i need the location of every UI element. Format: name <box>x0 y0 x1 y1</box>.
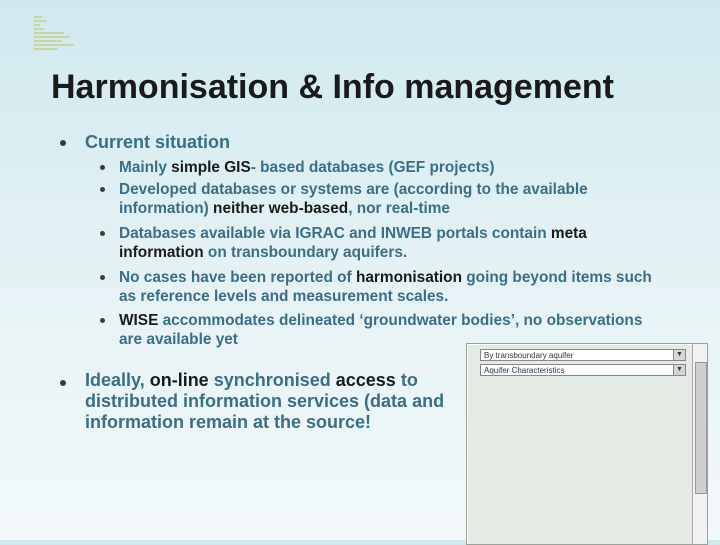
sub-bullet-item <box>119 180 659 218</box>
dropdown-aquifer-characteristics[interactable] <box>480 364 686 376</box>
text-run: synchronised <box>208 370 336 390</box>
sub-bullet-item <box>119 158 659 177</box>
text-run: going beyond items such as reference levels and measurement scales. <box>119 269 652 305</box>
highlighted-term: access <box>335 370 396 390</box>
bullet-dot-icon <box>60 140 66 146</box>
text-run: on transboundary aquifers. <box>203 244 408 261</box>
highlighted-term: neither web-based <box>213 200 349 217</box>
sub-bullet-dot-icon <box>100 275 105 280</box>
highlighted-term: harmonisation <box>355 269 462 286</box>
scrollbar-thumb[interactable] <box>695 362 707 494</box>
highlighted-term: WISE <box>119 312 159 329</box>
text-run: Mainly <box>119 159 172 176</box>
chevron-down-icon[interactable]: ▼ <box>673 350 685 360</box>
aquifer-selection-panel <box>466 343 708 545</box>
bullet-current-situation: Current situation <box>85 132 231 152</box>
slide-title: Harmonisation & Info management <box>51 68 614 106</box>
text-run: Ideally, <box>85 370 150 390</box>
sub-bullet-item <box>119 224 659 262</box>
text-run: accommodates delineated ‘groundwater bodies’, no observations are available yet <box>119 312 643 348</box>
chevron-down-icon[interactable]: ▼ <box>673 365 685 375</box>
dropdown-aquifer-characteristics-label: Aquifer Characteristics <box>484 366 565 375</box>
text-run: , nor real-time <box>348 200 450 217</box>
text-run: Databases available via IGRAC and INWEB portals contain <box>119 225 551 242</box>
text-run: No cases have been reported of <box>119 269 356 286</box>
dropdown-transboundary-aquifer[interactable] <box>480 349 686 361</box>
text-run: - based databases (GEF projects) <box>250 159 495 176</box>
bullet-dot-icon <box>60 380 66 386</box>
sub-bullet-dot-icon <box>100 187 105 192</box>
text-run: to distributed information services (data and information remain at the source! <box>85 370 445 432</box>
sub-bullet-item <box>119 268 659 306</box>
text-run: Developed databases or systems are (according to the available information) <box>119 181 588 217</box>
sub-bullet-dot-icon <box>100 165 105 170</box>
highlighted-term: on-line <box>149 370 209 390</box>
bullet-ideally-online-access <box>85 370 445 433</box>
dropdown-transboundary-aquifer-label: By transboundary aquifer <box>484 351 574 360</box>
highlighted-term: simple GIS <box>171 159 251 176</box>
sub-bullet-dot-icon <box>100 318 105 323</box>
sub-bullet-dot-icon <box>100 231 105 236</box>
slide-thumbnail-decoration <box>34 14 78 50</box>
highlighted-term: meta information <box>119 225 587 261</box>
panel-scrollbar[interactable] <box>692 344 707 544</box>
